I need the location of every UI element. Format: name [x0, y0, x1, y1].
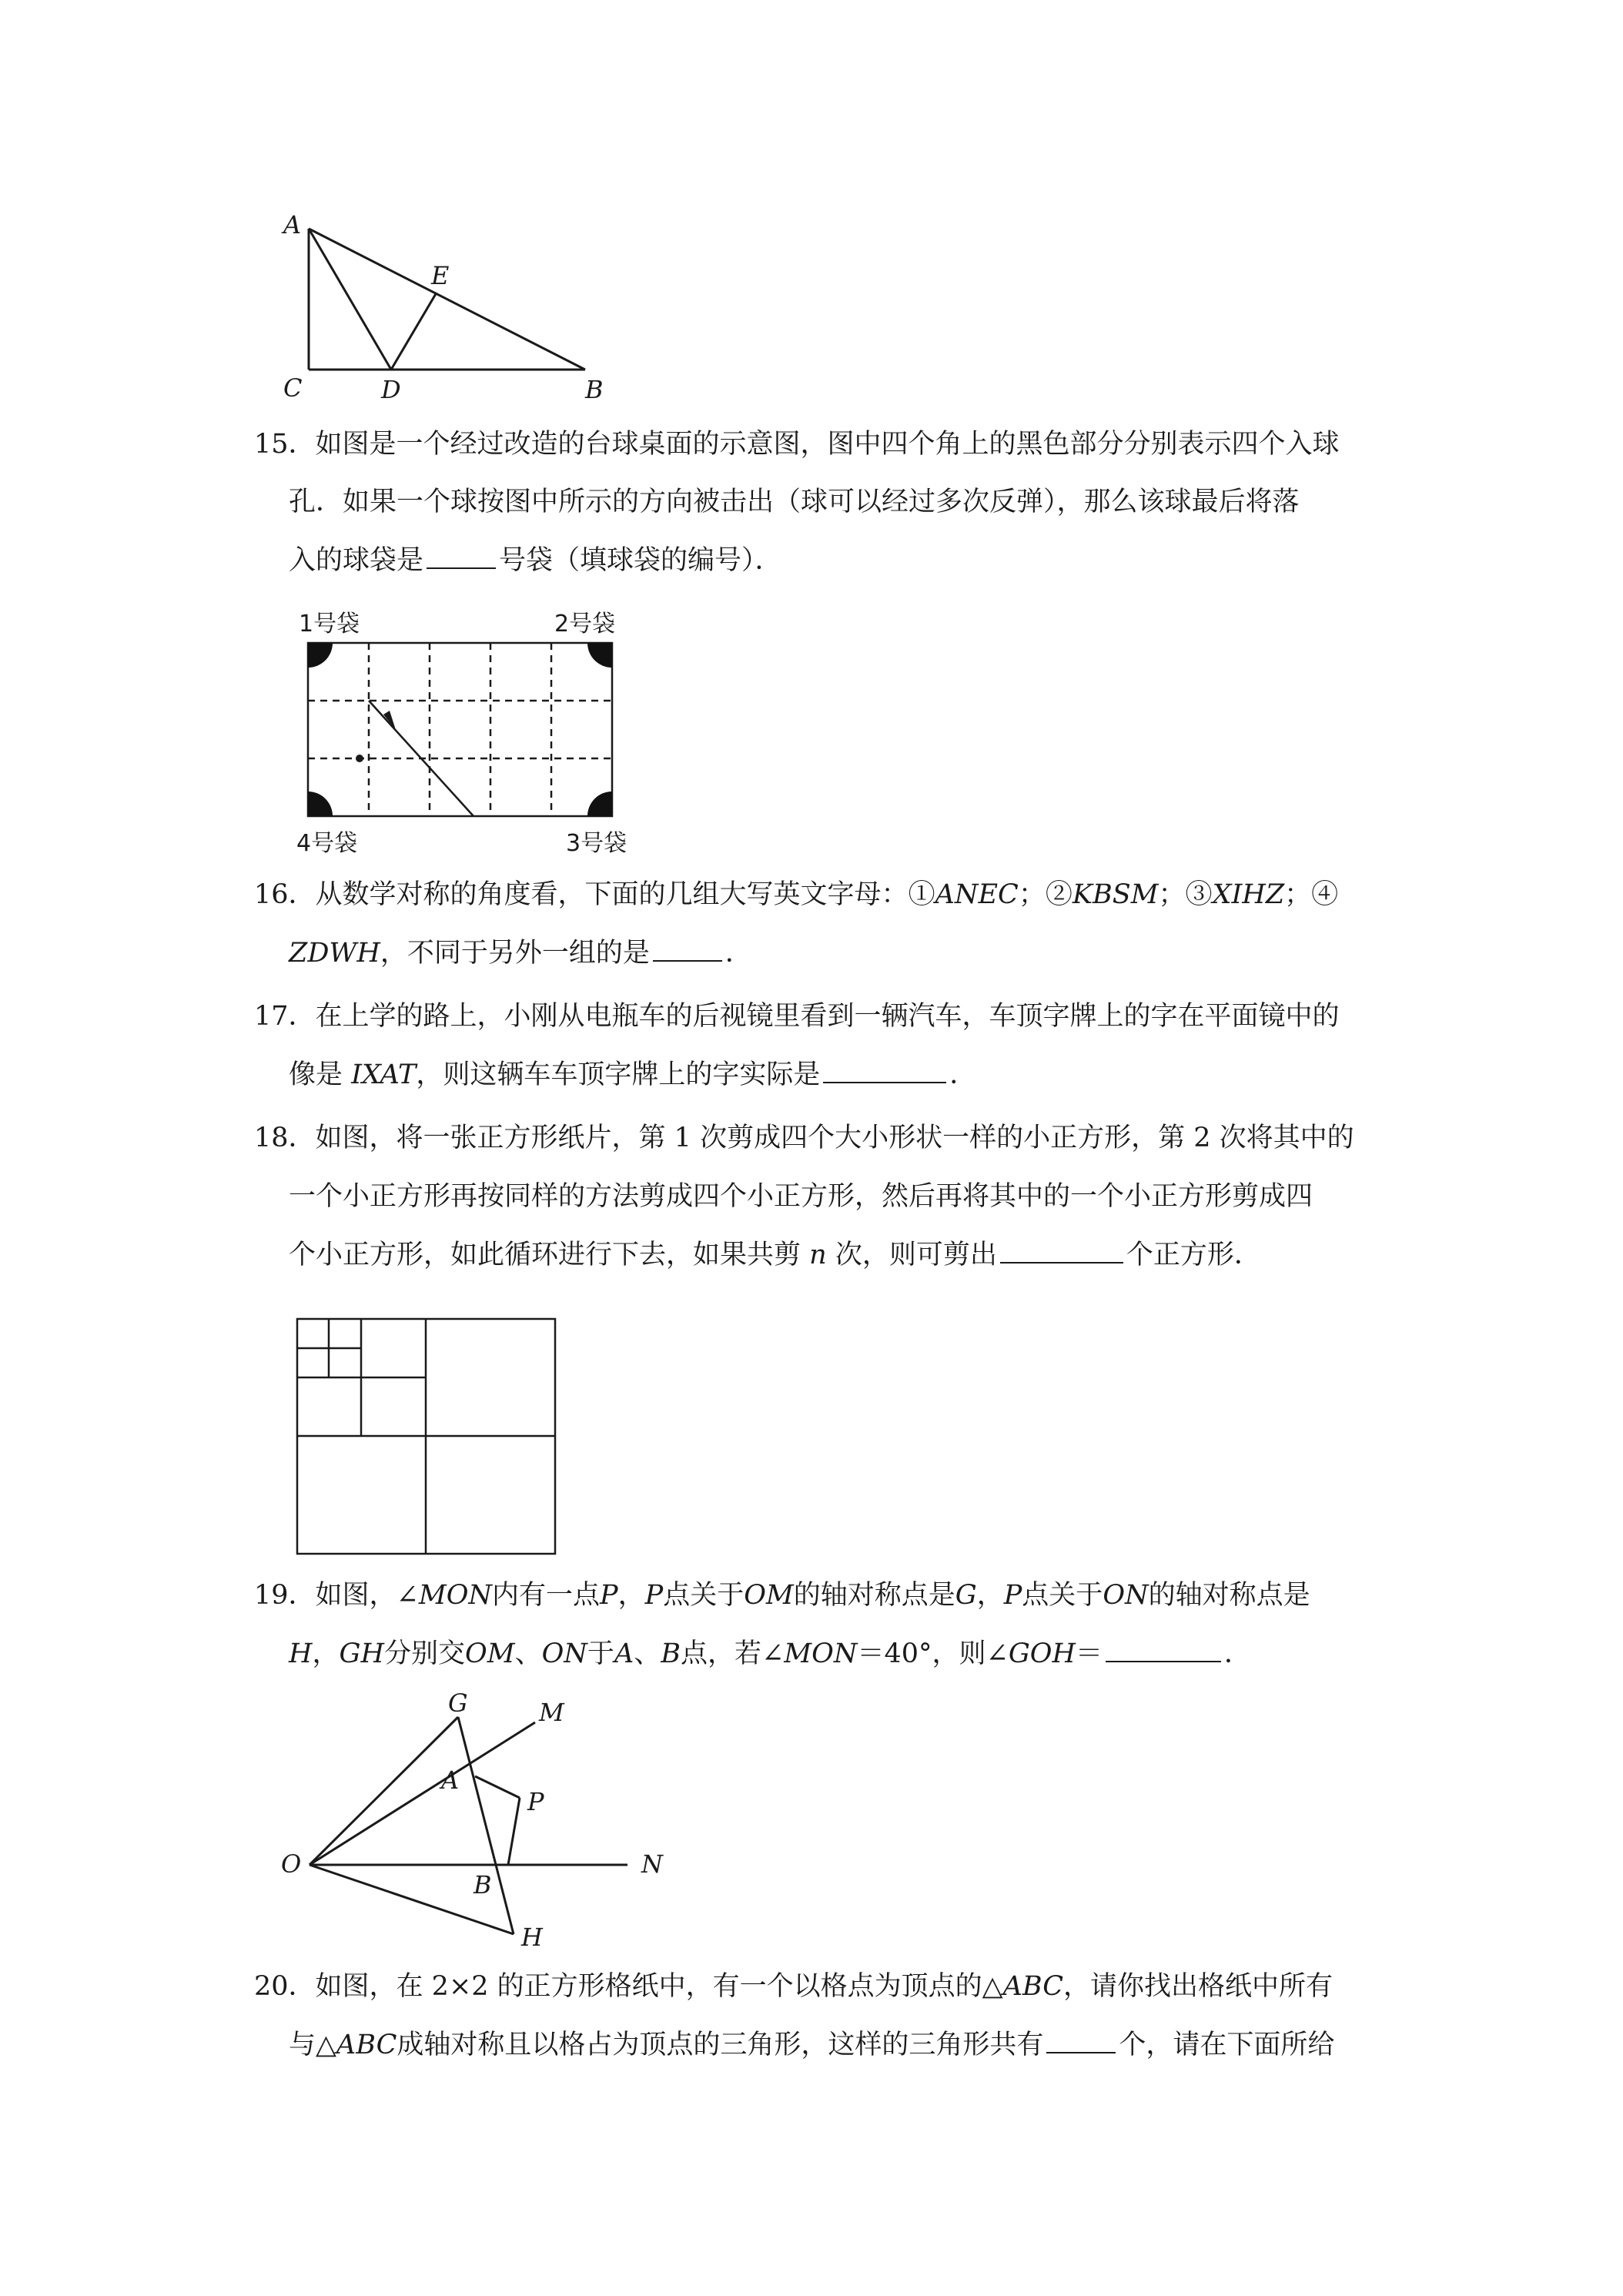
- q16-group3: XIHZ: [1212, 879, 1285, 910]
- q15-text1: 如图是一个经过改造的台球桌面的示意图，图中四个角上的黑色部分分别表示四个入球: [315, 429, 1340, 460]
- q17-text1: 在上学的路上，小刚从电瓶车的后视镜里看到一辆汽车，车顶字牌上的字在平面镜中的: [315, 1001, 1340, 1032]
- q19-line1: [254, 1578, 1363, 1612]
- q20-text2b: 成轴对称且以格占为顶点的三角形，这样的三角形共有: [397, 2030, 1044, 2060]
- q19-number: 19．: [254, 1580, 316, 1611]
- q19-t1c2: ，: [976, 1580, 1004, 1611]
- q18-n: n: [809, 1240, 827, 1270]
- ball-dot-icon: [356, 755, 363, 762]
- q16-number: 16．: [254, 879, 316, 910]
- pocket-1-icon: [308, 643, 333, 668]
- pocket-3-label: 3号袋: [566, 830, 627, 857]
- pocket-2-icon: [587, 643, 612, 668]
- q19-b: B: [661, 1638, 681, 1669]
- angle-reflection-figure: [273, 1690, 689, 1952]
- label-e: E: [431, 261, 450, 290]
- q16-text1: 从数学对称的角度看，下面的几组大写英文字母：: [315, 879, 909, 910]
- q19-t1a: 如图，∠: [315, 1580, 419, 1611]
- q19-t1c: ，: [617, 1580, 645, 1611]
- q19-t1b: 内有一点: [492, 1580, 601, 1611]
- q15-number: 15．: [254, 429, 316, 460]
- pocket-4-icon: [308, 792, 333, 816]
- q17-end: ．: [949, 1059, 977, 1090]
- q20-text1b: ，请你找出格纸中所有: [1063, 1971, 1334, 2002]
- label-g: G: [448, 1690, 468, 1718]
- q20-line2: [289, 2028, 1397, 2062]
- q16-mark3: ③: [1185, 879, 1213, 910]
- q20-text1a: 如图，在 2×2 的正方形格纸中，有一个以格点为顶点的△: [315, 1971, 1003, 2002]
- q19-h: H: [289, 1638, 313, 1669]
- label-a: A: [283, 210, 302, 239]
- q16-group1: ANEC: [935, 879, 1019, 910]
- q15-answer-blank[interactable]: [427, 544, 496, 569]
- q17-answer-blank[interactable]: [823, 1059, 946, 1083]
- q19-p1: P: [600, 1580, 618, 1611]
- q16-text2: ，不同于另外一组的是: [380, 938, 650, 969]
- q19-t1d: 点关于: [663, 1580, 745, 1611]
- q18-text2: 一个小正方形再按同样的方法剪成四个小正方形，然后再将其中的一个小正方形剪成四: [289, 1181, 1313, 1212]
- q17-text2b: ，则这辆车车顶字牌上的字实际是: [416, 1059, 821, 1090]
- label-b: B: [585, 375, 604, 404]
- label-b: B: [474, 1870, 492, 1899]
- q18-line2: [289, 1180, 1397, 1213]
- q19-t1g: 的轴对称点是: [1148, 1580, 1310, 1611]
- q16-sep1: ；: [1018, 879, 1046, 910]
- q18-line3: [289, 1238, 1397, 1272]
- q16-line2: [289, 936, 1397, 970]
- q16-mark1: ①: [908, 879, 935, 910]
- q17-line1: [254, 999, 1363, 1033]
- q16-group2: KBSM: [1072, 879, 1159, 910]
- q18-text3c: 个正方形．: [1126, 1240, 1261, 1270]
- q19-mon2: MON: [784, 1638, 858, 1669]
- q18-line1: [254, 1121, 1363, 1155]
- q17-line2: [289, 1058, 1397, 1092]
- q20-text2a: 与△: [289, 2030, 336, 2060]
- label-n: N: [641, 1849, 663, 1879]
- q17-number: 17．: [254, 1001, 316, 1032]
- q20-text2c: 个，请在下面所给: [1119, 2030, 1335, 2060]
- q19-t2a: ，: [312, 1638, 340, 1669]
- q15-line1: [254, 427, 1363, 461]
- q16-mark2: ②: [1045, 879, 1073, 910]
- q19-line2: [289, 1637, 1397, 1671]
- pocket-2-label: 2号袋: [554, 611, 616, 638]
- q19-om1: OM: [744, 1580, 794, 1611]
- q16-mark4: ④: [1311, 879, 1339, 910]
- q18-text3a: 个小正方形，如此循环进行下去，如果共剪: [289, 1240, 801, 1270]
- q16-answer-blank[interactable]: [653, 937, 722, 962]
- q19-t2b: 分别交: [384, 1638, 466, 1669]
- q20-answer-blank[interactable]: [1046, 2029, 1116, 2053]
- q19-on2: ON: [541, 1638, 587, 1669]
- q20-abc1: ABC: [1002, 1971, 1064, 2002]
- q19-p3: P: [1003, 1580, 1022, 1611]
- label-c: C: [283, 373, 303, 403]
- q16-line1: [254, 878, 1363, 912]
- q16-group4: ZDWH: [289, 938, 380, 969]
- direction-arrow-icon: [383, 711, 396, 730]
- triangle-figure: [277, 204, 616, 404]
- q20-number: 20．: [254, 1971, 316, 2002]
- q19-p2: P: [644, 1580, 664, 1611]
- q19-answer-blank[interactable]: [1106, 1638, 1221, 1662]
- q16-sep3: ；: [1284, 879, 1312, 910]
- q19-t2f: ＝40°，则∠: [857, 1638, 1009, 1669]
- q19-on1: ON: [1103, 1580, 1149, 1611]
- pocket-3-icon: [587, 792, 612, 816]
- q19-t2d: 于: [587, 1638, 614, 1669]
- label-o: O: [281, 1849, 302, 1879]
- q15-text3b: 号袋（填球袋的编号）．: [499, 545, 782, 576]
- q19-t2e: 点，若∠: [680, 1638, 785, 1669]
- q15-line3: [289, 544, 1397, 577]
- billiard-table-figure: [293, 601, 647, 862]
- q17-text2a: 像是: [289, 1059, 343, 1090]
- q19-om2: OM: [465, 1638, 515, 1669]
- q15-text2: 孔．如果一个球按图中所示的方向被击出（球可以经过多次反弹），那么该球最后将落: [289, 487, 1300, 517]
- q19-mon: MON: [418, 1580, 493, 1611]
- q15-line2: [289, 485, 1397, 519]
- q19-t2g: ＝: [1076, 1638, 1103, 1669]
- q17-mirror-text: IXAT: [351, 1059, 417, 1090]
- q19-goh: GOH: [1008, 1638, 1076, 1669]
- label-m: M: [539, 1698, 564, 1727]
- pocket-4-label: 4号袋: [296, 830, 358, 857]
- q16-sep2: ；: [1158, 879, 1186, 910]
- q18-number: 18．: [254, 1123, 316, 1153]
- q20-abc2: ABC: [336, 2030, 397, 2060]
- q19-end: ．: [1224, 1638, 1252, 1669]
- label-d: D: [381, 375, 401, 404]
- q19-gh: GH: [339, 1638, 385, 1669]
- pocket-1-label: 1号袋: [299, 611, 360, 638]
- q19-t1f: 点关于: [1022, 1580, 1103, 1611]
- q19-t2c2: 、: [634, 1638, 661, 1669]
- q15-text3a: 入的球袋是: [289, 545, 424, 576]
- label-a: A: [441, 1766, 460, 1795]
- q19-a: A: [614, 1638, 634, 1669]
- q18-text3b: 次，则可剪出: [835, 1240, 997, 1270]
- q19-t1e: 的轴对称点是: [793, 1580, 955, 1611]
- q20-line1: [254, 1970, 1363, 2003]
- nested-squares-figure: [293, 1315, 562, 1561]
- q16-end: ．: [724, 938, 752, 969]
- q19-g: G: [955, 1580, 977, 1611]
- label-p: P: [527, 1787, 544, 1816]
- q18-answer-blank[interactable]: [1000, 1239, 1123, 1263]
- label-h: H: [521, 1923, 543, 1952]
- q19-t2c: 、: [514, 1638, 542, 1669]
- q18-text1: 如图，将一张正方形纸片，第 1 次剪成四个大小形状一样的小正方形，第 2 次将其中的: [315, 1123, 1354, 1153]
